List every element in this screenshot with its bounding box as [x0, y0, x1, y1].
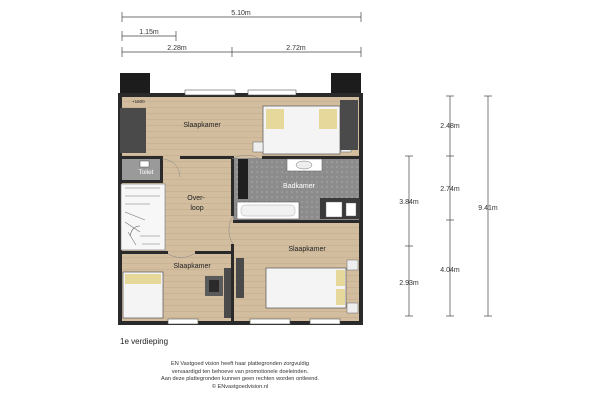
- room-label-bedroom-left: Slaapkamer: [173, 263, 211, 270]
- dimension-total-width-label: 5.10m: [231, 10, 251, 17]
- dimension-inner-mid-label: 3.84m: [399, 199, 419, 206]
- floor-label: 1e verdieping: [120, 337, 169, 346]
- disclaimer-line-4: © ENvastgoedvision.nl: [211, 383, 269, 390]
- disclaimer-line-1: EN Vastgoed vision heeft haar plattegronden zorgvuldig: [171, 361, 309, 367]
- dimension-stair-width: [122, 29, 176, 41]
- room-label-bathroom: Badkamer: [283, 183, 315, 190]
- room-label-toilet: Toilet: [138, 169, 154, 176]
- dimension-total-depth: [478, 96, 498, 316]
- dimension-left-width-label: 2.28m: [167, 45, 187, 52]
- dimension-inner-column: [399, 156, 419, 316]
- dimension-right-column: [440, 96, 460, 316]
- roof-slope-right: [331, 73, 361, 95]
- landing-label-line2: loop: [190, 205, 204, 212]
- dimension-total-width: [122, 10, 361, 22]
- dimension-right-width-label: 2.72m: [286, 45, 306, 52]
- dimension-stair-width-label: 1.15m: [139, 29, 159, 36]
- disclaimer-line-3: Aan deze plattegronden kunnen geen rechten worden ontleend.: [161, 376, 319, 382]
- dimension-right-mid-label: 2.74m: [440, 186, 460, 193]
- disclaimer-line-2: vervaardigd ten behoeve van promotionele doeleinden.: [171, 368, 309, 375]
- dimension-left-width: [122, 45, 232, 57]
- room-label-bedroom-right: Slaapkamer: [288, 246, 326, 253]
- room-label-bedroom-top: Slaapkamer: [183, 122, 221, 129]
- dimension-inner-bottom-label: 2.93m: [399, 280, 419, 287]
- dimension-inner-lower-label: 4.04m: [440, 267, 460, 274]
- double-bed-right: [266, 268, 346, 308]
- disclaimer: [0, 361, 480, 391]
- staircase: [121, 184, 165, 250]
- dimension-right-top-label: 2.48m: [440, 123, 460, 130]
- dimension-total-depth-label: 9.41m: [478, 205, 498, 212]
- roof-slope-left: [120, 73, 150, 95]
- toilet-bathroom: [346, 203, 356, 216]
- toilet-bowl: [140, 161, 149, 167]
- small-dimension-label: +1600: [132, 99, 145, 104]
- landing-label-line1: Over-: [187, 195, 205, 202]
- dimension-right-width: [232, 45, 361, 57]
